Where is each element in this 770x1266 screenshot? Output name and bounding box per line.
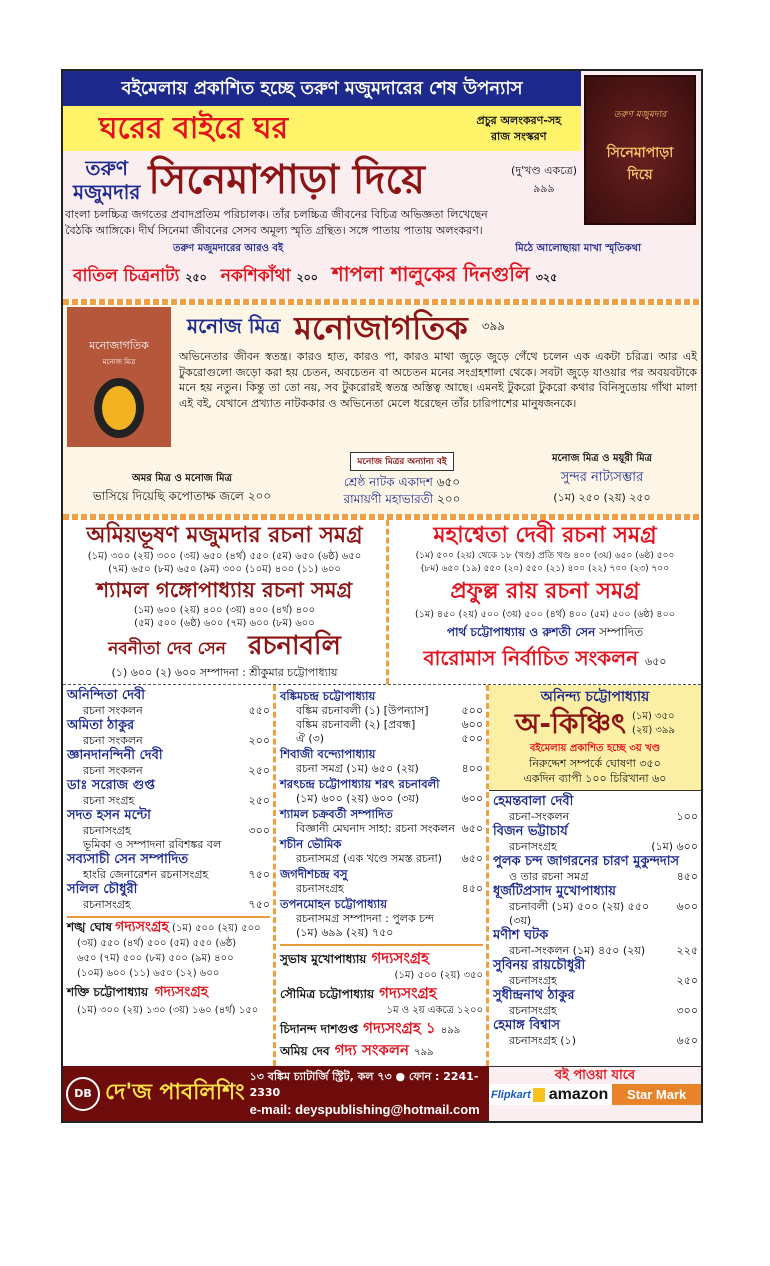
stores-box <box>489 1066 701 1121</box>
book-line <box>67 488 297 508</box>
book-title: রামায়ণী মহাভারতী <box>343 492 434 506</box>
manoj-title: মনোজাগতিক <box>294 309 468 347</box>
footer-row <box>63 1066 701 1121</box>
akinchit-title: অ-কিঞ্চিৎ <box>515 707 627 740</box>
book-row <box>280 912 483 926</box>
book-price: ২০০ <box>296 271 318 284</box>
book-price: ৬৫০ <box>676 1034 698 1047</box>
book-title: রচনাবলী (১ম) ৫০০ (২য়) ৫৫০ (৩য়) <box>509 900 650 927</box>
book-title: ভাসিয়ে দিয়েছি কপোতাক্ষ জলে <box>92 489 244 503</box>
gadya-prices: (৩য়) ৫৫০ (৪র্থ) ৫০০ (৫ম) ৫৫০ (৬ষ্ঠ) <box>77 938 237 949</box>
cover-title: মনোজাগতিক <box>89 339 149 352</box>
cover-line: সিনেমাপাড়া <box>606 145 674 161</box>
author-line: মজুমদার <box>73 180 141 204</box>
collection-prices: (৮ম) ৬৫০ (১৯) ৫৫০ (২০) ৫৫০ (২১) ৪০০ (২২) ৭০০ (২৩) ৭০০ <box>420 564 670 574</box>
book-row <box>280 926 483 940</box>
gadya-entry <box>280 1040 483 1062</box>
flipkart-bag-icon <box>533 1088 545 1102</box>
book-title: রচনাসংগ্রহ <box>296 882 344 895</box>
book-row <box>67 734 270 748</box>
lower-section <box>63 685 701 1066</box>
book-price: ২৫০ <box>676 974 698 987</box>
book-title: নকশিকাঁথা <box>220 266 291 286</box>
gadya-prices: (১০ম) ৬০০ (১১) ৬৫০ (১২) ৬০০ <box>77 968 220 979</box>
book-title: রচনা সংকলন <box>83 734 143 747</box>
book-title: রচনা সংকলন <box>83 764 143 777</box>
book-price: ৬৫০ <box>461 852 483 865</box>
book-title: সুন্দর নাট্যসম্ভার <box>560 470 644 485</box>
feature-author <box>73 156 140 204</box>
collection-title: রচনাবলি <box>248 631 341 661</box>
author-name: শরৎচন্দ্র চট্টোপাধ্যায় শরৎ রচনাবলী <box>280 777 440 791</box>
gadya-prices: ৬৫০ (৭ম) ৫০০ (৮ম) ৫০০ (৯ম) ৪০০ <box>77 953 234 964</box>
book-price: ২৫০ <box>248 794 270 807</box>
book-title: (১ম) ৬৯৯ (২য়) ৭৫০ <box>296 926 394 939</box>
cover-title <box>586 142 694 186</box>
author-name: শচীন ভৌমিক <box>280 837 342 851</box>
more-labels <box>63 239 701 258</box>
book-price: ৬৫০ <box>436 475 461 489</box>
book-row <box>67 794 270 808</box>
book-title: হাংরি জেনারেশন রচনাসংগ্রহ <box>83 868 209 881</box>
book-title: ও তার রচনা সমগ্র <box>509 870 589 883</box>
book-title: বঙ্কিম রচনাবলী (২) [প্রবন্ধ] <box>296 718 416 731</box>
collection-prices: (১ম) ৫০০ (২য়) থেকে ১৮ (খণ্ড) প্রতি খণ্ড ৪০০ (৩য়) ৬৫০ (৬ষ্ঠ) ৫০০ <box>415 551 675 561</box>
manoj-author: মনোজ মিত্র <box>187 313 281 338</box>
collection-title: প্রফুল্ল রায় রচনা সমগ্র <box>450 579 640 604</box>
book-title: রচনা-সংকলন (১ম) ৪৫০ (২য়) <box>509 944 646 957</box>
book-price: ৭৫০ <box>248 898 270 911</box>
other-book-left <box>67 471 297 508</box>
book-price: ৫৫০ <box>248 704 270 717</box>
book-title: ঐ (৩) <box>296 732 325 745</box>
collection-title: মহাশ্বেতা দেবী রচনা সমগ্র <box>433 523 657 548</box>
book-price: (১ম) ২৫০ (২য়) ২৫০ <box>553 491 651 504</box>
book-row <box>280 762 483 776</box>
author-name: অনিন্দিতা দেবী <box>67 688 145 703</box>
book-title: রচনা সংকলন <box>83 704 143 717</box>
book-title: রচনা সমগ্র (১ম) ৬৫০ (২য়) <box>296 762 419 775</box>
publisher-name: দে'জ পাবলিশিং <box>105 1080 245 1105</box>
book-title: রচনাসংগ্রহ <box>509 840 557 853</box>
gadya-title: গদ্যসংগ্রহ <box>154 984 209 1000</box>
akinchit-price: (১ম) ৩৫০ <box>632 711 675 722</box>
feature-section <box>63 151 581 239</box>
author-name: বঙ্কিমচন্দ্র চট্টোপাধ্যায় <box>280 689 376 703</box>
cover-author: মনোজ মিত্র <box>102 358 136 366</box>
akinchit-box <box>489 685 701 791</box>
publisher-address: ১৩ বঙ্কিম চ্যাটার্জি স্ট্রিট, কল ৭৩ ● ফোন : 2241-2330 <box>249 1070 479 1099</box>
yellow-band <box>63 106 581 151</box>
desc-line: বৈঠকি আঙ্গিকে। দীর্ঘ সিনেমা জীবনের সেসব অমূল্য স্মৃতি গ্রন্থিত। সঙ্গে পাতায় পাতায় অলংকরণ। <box>65 224 483 237</box>
book-price: ৫০০ <box>461 704 483 717</box>
akinchit-note: বইমেলায় প্রকাশিত হচ্ছে ৩য় খণ্ড <box>529 743 661 754</box>
flipkart-logo: Flipkart <box>491 1088 531 1101</box>
edition-line: রাজ সংস্করণ <box>490 129 547 143</box>
collection-prices: (১ম) ৬০০ (২য়) ৪০০ (৩য়) ৪০০ (৪র্থ) ৪০০ <box>133 605 316 616</box>
book-row <box>493 974 698 988</box>
author-name: সুবিনয় রায়চৌধুরী <box>493 958 586 973</box>
book-price: ৪৫০ <box>676 870 698 883</box>
book-row <box>493 944 698 958</box>
gadya-author: সুভাষ মুখোপাধ্যায় <box>280 952 367 966</box>
author-line: তরুণ <box>85 156 128 180</box>
publisher-email[interactable]: e-mail: deyspublishing@hotmail.com <box>249 1102 480 1117</box>
book-price: ৬৫০ <box>461 822 483 835</box>
author-name: সলিল চৌধুরী <box>67 882 138 897</box>
book-cover-cinemapara <box>584 75 696 225</box>
editors: পার্থ চট্টোপাধ্যায় ও রুশতী সেন <box>446 625 596 639</box>
book-price: ২০০ <box>437 492 461 506</box>
book-row <box>67 764 270 778</box>
other-book-right <box>507 451 697 508</box>
book-price: ২৫০ <box>185 271 207 284</box>
author-name: তপনমোহন চট্টোপাধ্যায় <box>280 897 387 911</box>
book-price: ৩২৫ <box>535 271 558 284</box>
book-row <box>280 718 483 732</box>
collection-title: বারোমাস নির্বাচিত সংকলন <box>423 646 639 670</box>
rachana-right <box>389 520 701 684</box>
author-name: শিবাজী বন্দ্যোপাধ্যায় <box>280 747 376 761</box>
feature-title: সিনেমাপাড়া দিয়ে <box>148 157 425 203</box>
edition-line: প্রচুর অলংকরণ-সহ <box>476 113 561 127</box>
starmark-logo: Star Mark <box>612 1084 701 1105</box>
book-title: শাপলা শালুকের দিনগুলি <box>331 262 530 286</box>
other-books-mid <box>307 474 497 508</box>
edition-note <box>477 113 562 145</box>
note: (দু'খণ্ড একত্রে) <box>511 164 577 177</box>
author-name: সুধীন্দ্রনাথ ঠাকুর <box>493 988 575 1003</box>
author-name: মণীশ ঘটক <box>493 928 549 943</box>
book-price: ৭৫০ <box>248 868 270 881</box>
book-title: রচনা সংগ্রহ <box>83 794 135 807</box>
author-name: জ্ঞানদানন্দিনী দেবী <box>67 748 163 763</box>
book-title: রচনাসমগ্র (এক খণ্ডে সমস্ত রচনা) <box>296 852 442 865</box>
publisher-footer <box>63 1066 489 1121</box>
gadya-title: গদ্যসংগ্রহ <box>379 984 437 1002</box>
more-label: তরুণ মজুমদারের আরও বই <box>173 243 284 254</box>
book-row <box>67 704 270 718</box>
book-row <box>493 1034 698 1048</box>
book-row <box>67 868 270 882</box>
gadya-price: (১ম) ৫০০ (২য়) ৩৫০ <box>394 970 483 981</box>
book-row <box>280 852 483 866</box>
akinchit-price: (২য়) ৩৯৯ <box>632 725 675 736</box>
gadya-title: গদ্যসংগ্রহ <box>371 949 430 967</box>
author-list-col3 <box>489 791 701 1052</box>
author-name: সব্যসাচী সেন সম্পাদিত <box>67 852 189 867</box>
gadya-left <box>67 916 270 1018</box>
book-row <box>280 732 483 746</box>
collection-title: শ্যামল গঙ্গোপাধ্যায় রচনা সমগ্র <box>96 578 353 602</box>
gadya-price: ৭৯৯ <box>414 1047 434 1058</box>
gadya-price: ১ম ও ২য় একত্রে ১২০০ <box>386 1005 483 1016</box>
book-title: বঙ্কিম রচনাবলী (১) [উপন্যাস] <box>296 704 429 717</box>
feature-desc <box>63 205 581 239</box>
book-title: ভূমিকা ও সম্পাদনা রবিশঙ্কর বল <box>83 838 222 851</box>
author-name: শ্যামল চক্রবর্তী সম্পাদিত <box>280 807 393 821</box>
collection-author: নবনীতা দেব সেন <box>108 639 226 659</box>
book-row <box>280 822 483 836</box>
book-row <box>280 792 483 806</box>
book-price: ২৫০ <box>248 764 270 777</box>
desc-line: বাংলা চলচ্চিত্র জগতের প্রবাদপ্রতিম পরিচালক। তাঁর চলচ্চিত্র জীবনের বিচিত্র অভিজ্ঞতা লিখেছেন <box>65 208 488 221</box>
gadya-title: গদ্যসংগ্রহ <box>115 919 169 935</box>
cover-author: তরুণ মজুমদার <box>613 110 667 120</box>
akinchit-line: নিরুদ্দেশ সম্পর্কে ঘোষণা ৩৫০ <box>529 757 661 770</box>
book-row <box>493 840 698 854</box>
book-title: (১ম) ৬০০ (২য়) ৬০০ (৩য়) <box>296 792 420 805</box>
book-author: মনোজ মিত্র ও ময়ূরী মিত্র <box>552 453 652 464</box>
author-name: পুলক চন্দ জাগরনের চারণ মুকুন্দদাস <box>493 854 680 869</box>
author-name: বিজন ভট্টাচার্য <box>493 824 568 839</box>
collection-title: অমিয়ভূষণ মজুমদার রচনা সমগ্র <box>86 523 363 548</box>
collection-prices: (১) ৬০০ (২) ৬০০ সম্পাদনা : শ্রীকুমার চট্টোপাধ্যায় <box>111 666 338 679</box>
book-title: শ্রেষ্ঠ নাটক একাদশ <box>343 475 433 489</box>
gadya-entry <box>280 1018 483 1040</box>
book-price: ৪০০ <box>461 762 483 775</box>
book-price: ৬০০ <box>461 792 483 805</box>
book-price: ৬০০ <box>676 900 698 913</box>
book-price: ২২৫ <box>676 944 698 957</box>
publisher-logo: DB <box>66 1077 100 1111</box>
book-title: রচনাসংগ্রহ <box>509 974 557 987</box>
author-name: জগদীশচন্দ্র বসু <box>280 867 348 881</box>
gadya-entry <box>280 983 483 1018</box>
book-row <box>493 810 698 824</box>
book-title: রচনাসংগ্রহ (১) <box>509 1034 576 1047</box>
gadya-author: শক্তি চট্টোপাধ্যায় <box>67 985 149 999</box>
gadya-author: সৌমিত্র চট্টোপাধ্যায় <box>280 987 375 1001</box>
author-name: সদত হসন মন্টো <box>67 808 151 823</box>
book-title: রচনা-সংকলন <box>509 810 570 823</box>
rachana-left <box>63 520 389 684</box>
book-author: অমর মিত্র ও মনোজ মিত্র <box>132 473 232 484</box>
book-price: ৫০০ <box>461 732 483 745</box>
akinchit-line: একদিন ব্যাপী ১০০ চিরিখানা ৬০ <box>523 772 667 785</box>
author-list-col2 <box>280 688 483 940</box>
top-banner: বইমেলায় প্রকাশিত হচ্ছে তরুণ মজুমদারের শেষ উপন্যাস <box>63 71 581 106</box>
book-title: রচনাসংগ্রহ <box>83 898 131 911</box>
book-title: রচনাসংগ্রহ <box>83 824 131 837</box>
book-price: ২০০ <box>248 734 270 747</box>
headline-title: ঘরের বাইরে ঘর <box>99 110 289 146</box>
more-books <box>63 258 701 299</box>
book-title: বিজ্ঞানী মেঘনাদ সাহা: রচনা সংকলন <box>296 822 455 835</box>
book-price: (১ম) ৬০০ <box>651 840 698 853</box>
collection-prices: (১ম) ৪৫০ (২য়) ৫০০ (৩য়) ৫০০ (৪র্থ) ৪০০ (৫ম) ৫০০ (৬ষ্ঠ) ৪০০ <box>415 609 675 620</box>
collection-price: ৬৫০ <box>645 655 667 668</box>
manoj-price: ৩৯৯ <box>481 319 506 333</box>
gadya-prices: (১ম) ৩০০ (২য়) ১৩০ (৩য়) ১৬০ (৪র্থ) ১৫০ <box>77 1005 259 1016</box>
akinchit-author: অনিন্দ্য চট্টোপাধ্যায় <box>540 689 650 705</box>
gadya-mid <box>280 944 483 1062</box>
book-price: ২০০ <box>247 489 272 503</box>
book-title: বাতিল চিত্রনাট্য <box>73 266 180 286</box>
feature-price: ৯৯৯ <box>533 182 555 195</box>
book-title: রচনাসমগ্র সম্পাদনা : পুলক চন্দ <box>296 912 434 925</box>
available-label: বই পাওয়া যাবে <box>554 1068 636 1083</box>
edited-label: সম্পাদিত <box>599 625 644 639</box>
book-row <box>280 882 483 896</box>
top-block <box>63 71 701 239</box>
author-list-col1 <box>67 688 270 912</box>
collection-prices: (৫ম) ৫০০ (৬ষ্ঠ) ৬০০ (৭ম) ৬০০ (৮ম) ৬০০ <box>134 618 315 629</box>
book-row <box>67 824 270 838</box>
book-row <box>493 900 698 928</box>
cover-line: দিয়ে <box>627 167 653 183</box>
book-price: ৩০০ <box>248 824 270 837</box>
collection-prices: (১ম) ৩০০ (২য়) ৩০০ (৩য়) ৬৫০ (৪র্থ) ৫৫০ (৫ম) ৬৫০ (৬ষ্ঠ) ৬৫০ <box>87 551 362 562</box>
gadya-prices: (১ম) ৫০০ (২য়) ৫০০ <box>172 923 261 934</box>
gadya-title: গদ্যসংগ্রহ ১ <box>363 1019 436 1037</box>
collection-prices: (৭ম) ৬৫০ (৮ম) ৬৫০ (৯ম) ৩০০ (১০ম) ৪০০ (১১) ৬০০ <box>108 564 341 575</box>
gadya-price: ৪৯৯ <box>440 1025 461 1036</box>
amazon-logo: amazon <box>548 1085 609 1103</box>
advertisement <box>61 69 703 1123</box>
gadya-author: শঙ্খ ঘোষ <box>67 920 112 934</box>
book-price: ৬০০ <box>461 718 483 731</box>
book-row <box>493 1004 698 1018</box>
author-name: অমিতা ঠাকুর <box>67 718 135 733</box>
author-name: হেমাঙ্গ বিশ্বাস <box>493 1018 560 1033</box>
manoj-desc: অভিনেতার জীবন স্বতন্ত্র। কারও হাত, কারও পা, কারও মাথা জুড়ে জুড়ে গেঁথে চলেন এক একটা চরিত্র। আর এই টুকরোগুলো জড়ো করা হয় চেতন, অবচেতন বা অচেতন মনের সংগ্রহশালা থেকে। সবটা জুড়ে যাওয়ার পর অবয়বটাকে মনে হয় নতুন। কিন্তু তা তো নয়, সব টুকরোরই স্বতন্ত্র অস্তিত্ব আছে। এমনই টুকরো টুকরো কথার বিনিসুতোয় গাঁথা মালা এই বই, যেখানে প্রখ্যাত নাটককার ও অভিনেতা মেলে ধরেছেন তাঁর চারিপাশের মানুষজনকে। <box>179 350 697 410</box>
author-name: ধূর্জটিপ্রসাদ মুখোপাধ্যায় <box>493 884 616 899</box>
memoir-label: মিঠে আলোছায়া মাখা স্মৃতিকথা <box>515 243 641 254</box>
book-row <box>280 704 483 718</box>
book-price: ৩০০ <box>676 1004 698 1017</box>
author-name: ডাঃ সরোজ গুপ্ত <box>67 778 155 793</box>
book-row <box>493 870 698 884</box>
gadya-author: অমিয় দেব <box>280 1044 330 1058</box>
book-title: রচনাসংগ্রহ <box>509 1004 557 1017</box>
others-label: মনোজ মিত্রর অন্যান্য বই <box>350 452 453 471</box>
rachana-section <box>63 520 701 685</box>
book-row <box>67 898 270 912</box>
feature-note <box>511 162 577 198</box>
book-price: ৪৫০ <box>461 882 483 895</box>
author-name: হেমন্তবালা দেবী <box>493 794 574 809</box>
gadya-title: গদ্য সংকলন <box>334 1041 409 1059</box>
manoj-section <box>63 305 701 514</box>
book-cover-manojagotik <box>67 307 171 447</box>
gadya-entry <box>280 948 483 983</box>
book-row <box>67 838 270 852</box>
gadya-author: চিদানন্দ দাশগুপ্ত <box>280 1022 359 1036</box>
book-price: ১০০ <box>676 810 698 823</box>
